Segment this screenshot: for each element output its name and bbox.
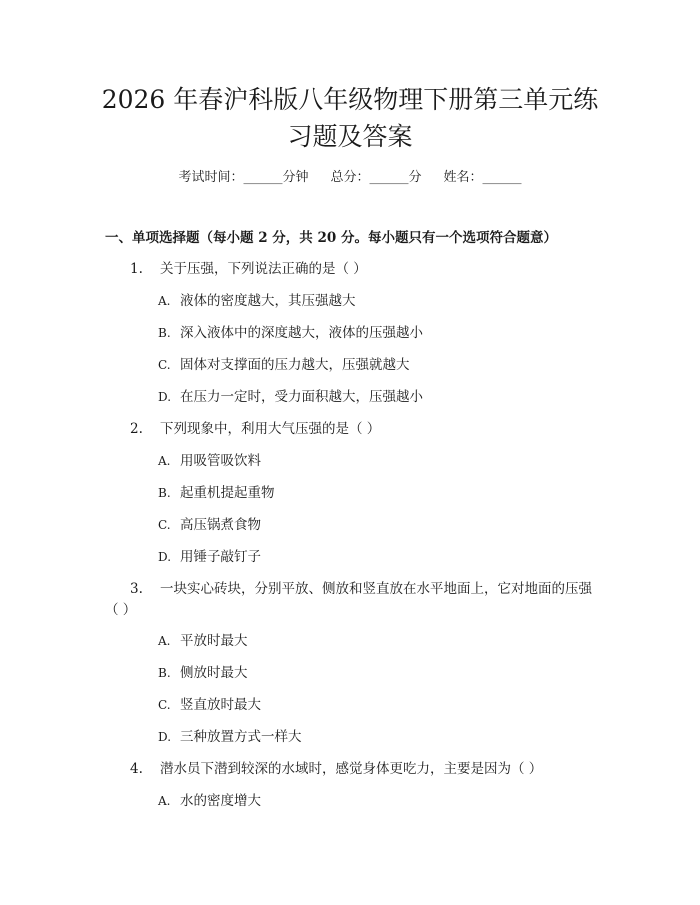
option-2a bbox=[158, 451, 261, 471]
option-letter: D. bbox=[158, 550, 172, 564]
option-text: 三种放置方式一样大 bbox=[180, 729, 302, 745]
option-text: 竖直放时最大 bbox=[180, 697, 261, 713]
option-letter: D. bbox=[158, 390, 172, 404]
option-4a bbox=[158, 791, 261, 811]
option-3a bbox=[158, 631, 248, 651]
option-letter: B. bbox=[158, 486, 171, 500]
exam-info-line bbox=[0, 168, 700, 188]
score-label: 总分： bbox=[330, 170, 370, 185]
question-text: 下列现象中，利用大气压强的是（ ） bbox=[160, 421, 381, 437]
option-1c bbox=[158, 355, 410, 375]
option-2d bbox=[158, 547, 261, 567]
option-letter: A. bbox=[158, 294, 171, 308]
option-letter: D. bbox=[158, 730, 172, 744]
option-3c bbox=[158, 695, 261, 715]
option-text: 深入液体中的深度越大，液体的压强越小 bbox=[180, 325, 423, 341]
option-text: 用吸管吸饮料 bbox=[180, 453, 261, 469]
question-text: 潜水员下潜到较深的水域时，感觉身体更吃力，主要是因为（ ） bbox=[160, 761, 543, 777]
option-text: 高压锅煮食物 bbox=[180, 517, 261, 533]
name-label: 姓名： bbox=[443, 170, 483, 185]
question-number: 3. bbox=[130, 581, 143, 597]
name-blank: ______ bbox=[482, 170, 522, 185]
option-letter: A. bbox=[158, 634, 171, 648]
document-title-line-1: 2026 年春沪科版八年级物理下册第三单元练 bbox=[101, 85, 599, 114]
option-letter: B. bbox=[158, 326, 171, 340]
option-letter: C. bbox=[158, 518, 171, 532]
option-letter: A. bbox=[158, 454, 171, 468]
score-blank: ______ bbox=[369, 170, 409, 185]
option-text: 用锤子敲钉子 bbox=[180, 549, 261, 565]
time-label: 考试时间： bbox=[178, 170, 244, 185]
option-letter: A. bbox=[158, 794, 171, 808]
option-2c bbox=[158, 515, 261, 535]
document-title-line-2: 习题及答案 bbox=[287, 122, 413, 151]
option-text: 水的密度增大 bbox=[180, 793, 261, 809]
score-unit: 分 bbox=[408, 170, 422, 185]
question-3-continuation: （ ） bbox=[105, 602, 137, 618]
time-unit: 分钟 bbox=[282, 170, 309, 185]
option-3d bbox=[158, 727, 302, 747]
question-number: 4. bbox=[130, 761, 143, 777]
question-text: 一块实心砖块，分别平放、侧放和竖直放在水平地面上，它对地面的压强 bbox=[160, 581, 592, 597]
option-letter: C. bbox=[158, 358, 171, 372]
option-text: 在压力一定时，受力面积越大，压强越小 bbox=[180, 389, 423, 405]
option-text: 固体对支撑面的压力越大，压强就越大 bbox=[180, 357, 410, 373]
option-text: 液体的密度越大，其压强越大 bbox=[180, 293, 356, 309]
option-letter: C. bbox=[158, 698, 171, 712]
option-letter: B. bbox=[158, 666, 171, 680]
option-1d bbox=[158, 387, 423, 407]
question-number: 1. bbox=[130, 261, 143, 277]
option-3b bbox=[158, 663, 248, 683]
section-heading: 一、单项选择题（每小题 2 分，共 20 分。每小题只有一个选项符合题意） bbox=[105, 230, 557, 246]
option-1b bbox=[158, 323, 423, 343]
time-blank: ______ bbox=[243, 170, 283, 185]
option-text: 平放时最大 bbox=[180, 633, 248, 649]
option-text: 起重机提起重物 bbox=[180, 485, 275, 501]
question-number: 2. bbox=[130, 421, 143, 437]
option-1a bbox=[158, 291, 356, 311]
option-text: 侧放时最大 bbox=[180, 665, 248, 681]
question-text: 关于压强，下列说法正确的是（ ） bbox=[160, 261, 367, 277]
option-2b bbox=[158, 483, 275, 503]
